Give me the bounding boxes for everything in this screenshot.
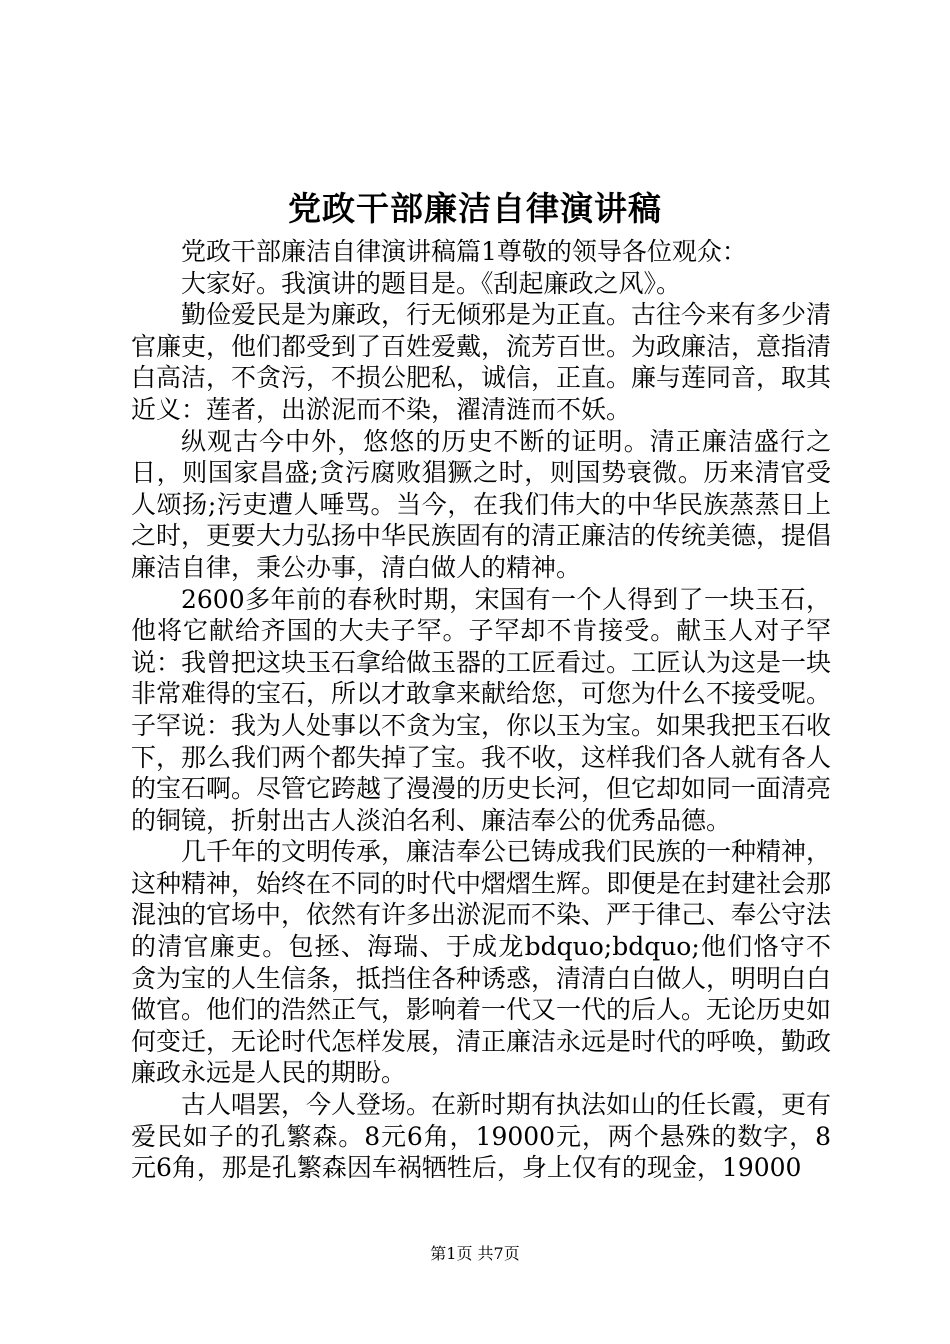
document-title: 党政干部廉洁自律演讲稿 — [288, 189, 662, 228]
paragraph: 勤俭爱民是为廉政，行无倾邪是为正直。古往今来有多少清官廉吏，他们都受到了百姓爱戴，流芳百世。为政廉洁，意指清白高洁，不贪污，不损公肥私，诚信，正直。廉与莲同音，取其近义：莲者，出淤泥而不染，濯清涟而不妖。 — [131, 300, 832, 424]
paragraph: 古人唱罢，今人登场。在新时期有执法如山的任长霞，更有爱民如子的孔繁森。8元6角，19000元，两个悬殊的数字，8元6角，那是孔繁森因车祸牺牲后，身上仅有的现金，19000 — [131, 1090, 832, 1183]
paragraph: 大家好。我演讲的题目是。《刮起廉政之风》。 — [181, 268, 682, 298]
paragraph: 党政干部廉洁自律演讲稿篇1尊敬的领导各位观众： — [181, 237, 747, 266]
page-number-footer: 第1页 共7页 — [430, 1244, 520, 1263]
paragraph: 几千年的文明传承，廉洁奉公已铸成我们民族的一种精神，这种精神，始终在不同的时代中熠熠生辉。即便是在封建社会那混浊的官场中，依然有许多出淤泥而不染、严于律己、奉公守法的清官廉吏。包拯、海瑞、于成龙bdquo;bdquo;他们恪守不贪为宝的人生信条，抵挡住各种诱惑，清清白白做人，明明白白做官。他们的浩然正气，影响着一代又一代的后人。无论历史如何变迁，无论时代怎样发展，清正廉洁永远是时代的呼唤，勤政廉政永远是人民的期盼。 — [131, 837, 832, 1088]
document-body — [131, 236, 831, 1184]
paragraph: 纵观古今中外，悠悠的历史不断的证明。清正廉洁盛行之日，则国家昌盛;贪污腐败猖獗之时，则国势衰微。历来清官受人颂扬;污吏遭人唾骂。当今，在我们伟大的中华民族蒸蒸日上之时，更要大力弘扬中华民族固有的清正廉洁的传统美德，提倡廉洁自律，秉公办事，清白做人的精神。 — [131, 426, 832, 582]
paragraph: 2600多年前的春秋时期，宋国有一个人得到了一块玉石，他将它献给齐国的大夫子罕。子罕却不肯接受。献玉人对子罕说：我曾把这块玉石拿给做玉器的工匠看过。工匠认为这是一块非常难得的宝石，所以才敢拿来献给您，可您为什么不接受呢。子罕说：我为人处事以不贪为宝，你以玉为宝。如果我把玉石收下，那么我们两个都失掉了宝。我不收，这样我们各人就有各人的宝石啊。尽管它跨越了漫漫的历史长河，但它却如同一面清亮的铜镜，折射出古人淡泊名利、廉洁奉公的优秀品德。 — [131, 584, 832, 835]
